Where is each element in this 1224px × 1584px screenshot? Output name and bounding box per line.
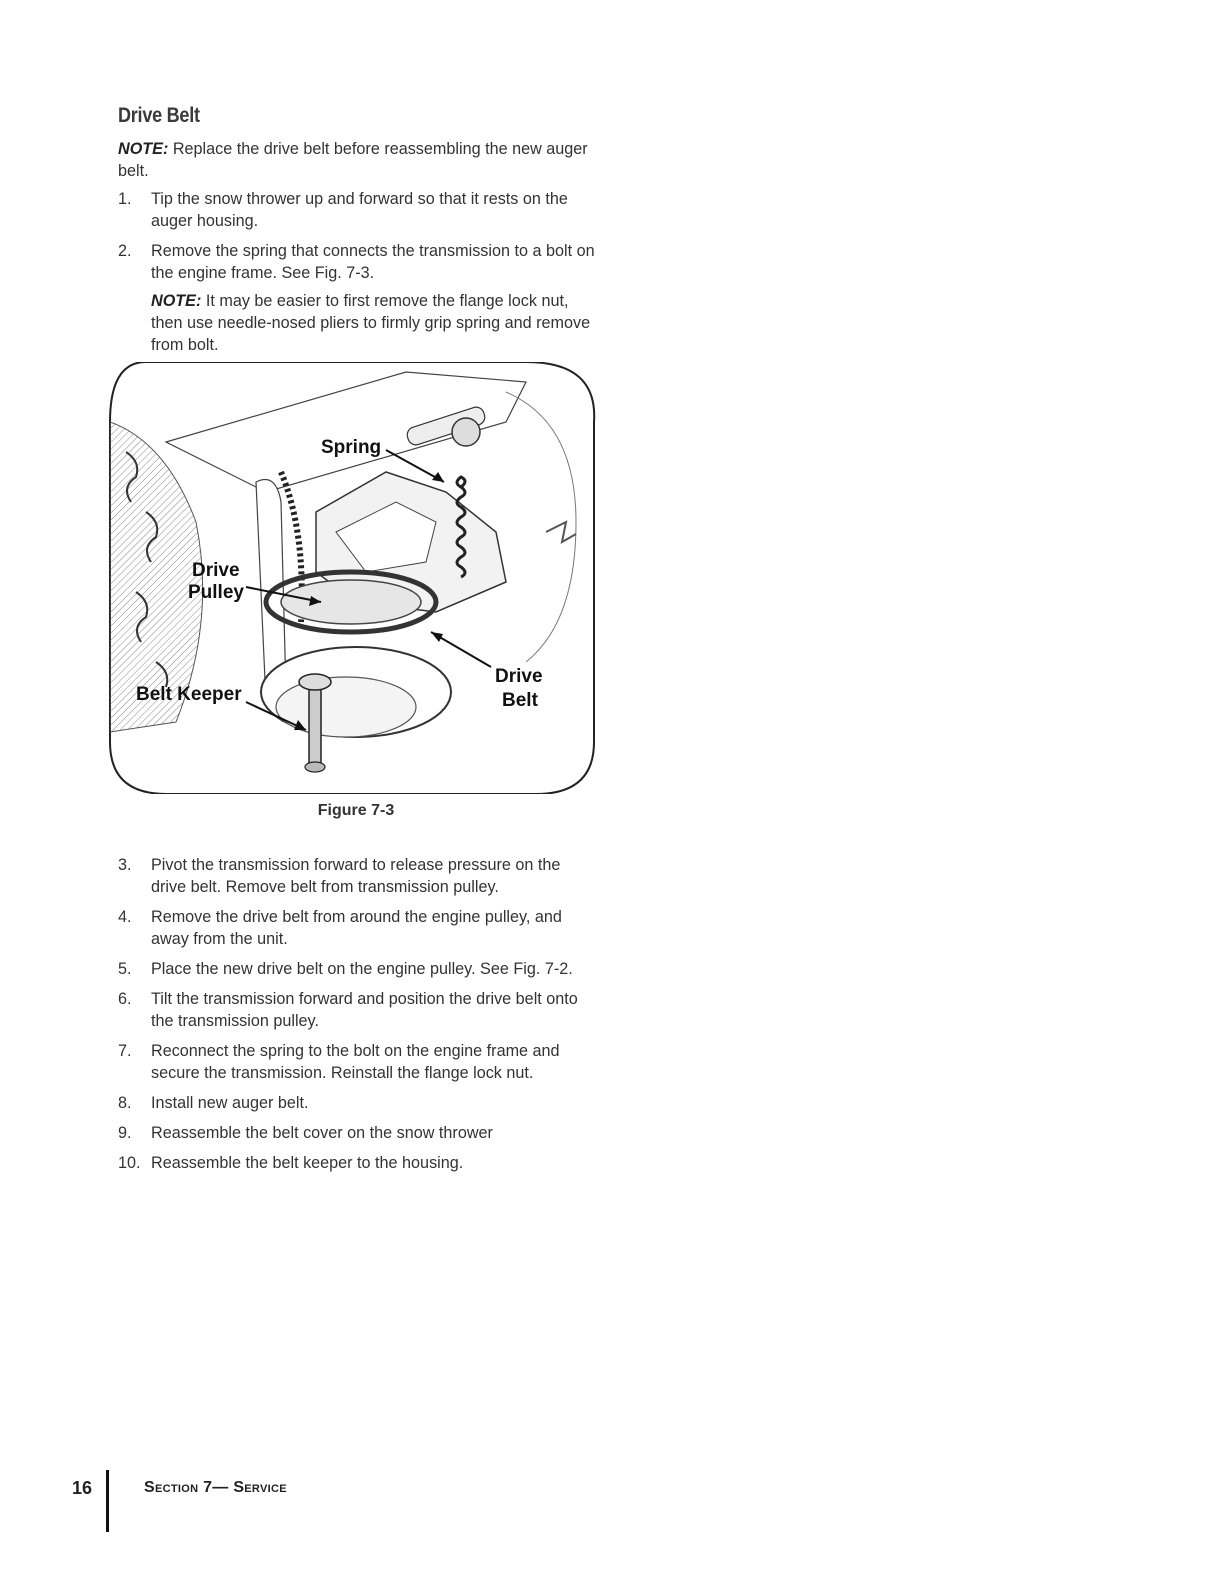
step-text: Tip the snow thrower up and forward so that it rests on the auger housing. <box>151 190 568 230</box>
label-drive-pulley-line1: Drive <box>192 560 240 581</box>
step-number: 3. <box>118 856 132 874</box>
list-item <box>118 958 598 980</box>
page-number: 16 <box>72 1478 93 1498</box>
step-number: 1. <box>118 190 132 208</box>
label-drive-belt-line2: Belt <box>502 690 538 711</box>
step-number: 5. <box>118 960 132 978</box>
step-note-label: NOTE: <box>151 292 202 310</box>
list-item <box>118 240 598 356</box>
step-text: Pivot the transmission forward to release pressure on the drive belt. Remove belt from transmission pulley. <box>151 856 561 896</box>
label-belt-keeper: Belt Keeper <box>136 684 242 705</box>
steps-before-list <box>118 188 598 364</box>
step-number: 4. <box>118 908 132 926</box>
list-item <box>118 1092 598 1114</box>
figure-drive-belt-illustration <box>106 362 598 794</box>
intro-note-text: Replace the drive belt before reassembling the new auger belt. <box>118 140 588 180</box>
list-item <box>118 188 598 232</box>
list-item <box>118 906 598 950</box>
step-text: Reconnect the spring to the bolt on the engine frame and secure the transmission. Reinstall the flange lock nut. <box>151 1042 560 1082</box>
section-heading: Drive Belt <box>118 104 200 127</box>
step-number: 7. <box>118 1042 132 1060</box>
label-drive-belt-line1: Drive <box>495 666 543 687</box>
step-note-text: It may be easier to first remove the flange lock nut, then use needle-nosed pliers to firmly grip spring and remove from bolt. <box>151 292 591 354</box>
step-text: Reassemble the belt cover on the snow thrower <box>151 1124 493 1142</box>
intro-note-label: NOTE: <box>118 140 169 158</box>
list-item <box>118 988 598 1032</box>
step-text: Place the new drive belt on the engine pulley. See Fig. 7-2. <box>151 960 573 978</box>
step-text: Install new auger belt. <box>151 1094 309 1112</box>
label-spring: Spring <box>321 437 382 458</box>
step-note <box>151 290 598 356</box>
figure-caption: Figure 7-3 <box>317 802 395 819</box>
footer-divider <box>106 1470 109 1532</box>
step-text: Tilt the transmission forward and position the drive belt onto the transmission pulley. <box>151 990 578 1030</box>
label-drive-pulley-line2: Pulley <box>188 582 244 603</box>
list-item <box>118 1152 598 1174</box>
step-number: 8. <box>118 1094 132 1112</box>
step-number: 9. <box>118 1124 132 1142</box>
step-text: Reassemble the belt keeper to the housing. <box>151 1154 464 1172</box>
steps-after-list <box>118 854 598 1182</box>
step-number: 2. <box>118 242 132 260</box>
step-number: 6. <box>118 990 132 1008</box>
list-item <box>118 854 598 898</box>
step-number: 10. <box>118 1154 141 1172</box>
list-item <box>118 1040 598 1084</box>
intro-note <box>118 138 598 182</box>
footer-section-title: Section 7— Service <box>144 1479 287 1496</box>
step-text: Remove the drive belt from around the engine pulley, and away from the unit. <box>151 908 562 948</box>
list-item <box>118 1122 598 1144</box>
step-text: Remove the spring that connects the transmission to a bolt on the engine frame. See Fig. 7-3. <box>151 242 595 282</box>
